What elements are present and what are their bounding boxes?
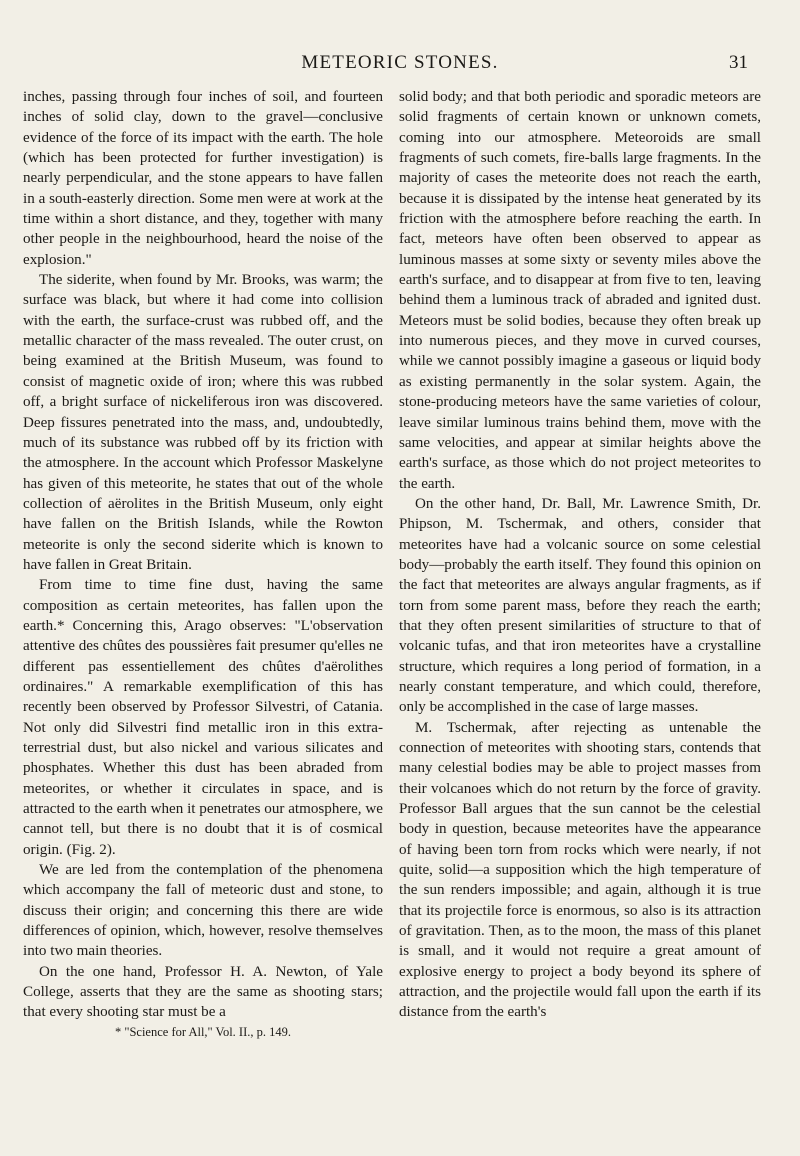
left-column <box>23 87 383 1040</box>
page-number: 31 <box>729 52 748 73</box>
paragraph: The siderite, when found by Mr. Brooks, was warm; the surface was black, but where it had come into collision with the earth, the surface-crust was rubbed off, and the metallic character of the mass revealed. The outer crust, on being examined at the British Museum, was found to consist of magnetic oxide of iron; where this was rubbed off, a bright surface of nickeliferous iron was discovered. Deep fissures penetrated into the mass, and, undoubtedly, much of its substance was rubbed off by its friction with the atmosphere. In the account which Professor Maskelyne has given of this meteorite, he states that out of the whole collection of aërolites in the British Museum, only eight have fallen on the British Islands, while the Rowton meteorite is only the second siderite which is known to have fallen in Great Britain. <box>23 272 383 573</box>
footnote: * "Science for All," Vol. II., p. 149. <box>114 1024 292 1039</box>
paragraph: inches, passing through four inches of soil, and fourteen inches of solid clay, down to the gravel—conclusive evidence of the force of its impact with the earth. The hole (which has been protected for further investigation) is nearly perpendicular, and the stone appears to have fallen in a south-easterly direction. Some men were at work at the time within a short distance, and they, together with many other people in the neighbourhood, heard the noise of the explosion." <box>23 89 383 268</box>
paragraph: On the one hand, Professor H. A. Newton, of Yale College, asserts that they are the same as shooting stars; that every shooting star must be a <box>23 963 383 1021</box>
paragraph: On the other hand, Dr. Ball, Mr. Lawrence Smith, Dr. Phipson, M. Tschermak, and others, consider that meteorites have had a volcanic source on some celestial body—probably the earth itself. They found this opinion on the fact that meteorites are always angular fragments, as if torn from some parent mass, before they reach the earth; that they often present similarities of structure to that of volcanic tufas, and that iron meteorites have a crystalline structure, which requires a long period of formation, in a nearly constant temperature, and which could, therefore, only be accomplished in the case of large masses. <box>399 495 761 716</box>
paragraph: solid body; and that both periodic and sporadic meteors are solid fragments of certain known or unknown comets, coming into our atmosphere. Meteoroids are small fragments of such comets, fire-balls large fragments. In the majority of cases the meteorite does not reach the earth, because it is dissipated by the intense heat generated by its friction with the atmosphere before reaching the earth. In fact, meteors have often been observed to appear as luminous masses at some sixty or seventy miles above the earth's surface, and to disappear at from five to ten, leaving behind them a luminous track of abraded and ignited dust. Meteors must be solid bodies, because they often break up into numerous pieces, and they move in curved courses, while we cannot possibly imagine a gaseous or liquid body as existing permanently in the solar system. Again, the stone-producing meteors have the same varieties of colour, leave similar luminous trains behind them, move with the same velocities, and appear at similar heights above the earth's surface, as those which do not project meteorites to the earth. <box>399 89 761 492</box>
paragraph: M. Tschermak, after rejecting as untenable the connection of meteorites with shooting stars, contends that many celestial bodies may be able to project masses from their volcanoes which do not return by the force of gravity. Professor Ball argues that the sun cannot be the celestial body in question, because meteorites have the appearance of having been torn from rocks which were nearly, if not quite, solid—a supposition which the high temperature of the sun renders impossible; and again, although it is true that its projectile force is enormous, so also is its attraction of gravitation. Then, as to the moon, the mass of this planet is small, and it would not require a great amount of explosive energy to project a body beyond its sphere of attraction, and the projectile would fall upon the earth if its distance from the earth's <box>399 719 761 1021</box>
paragraph: From time to time fine dust, having the same composition as certain meteorites, has fallen upon the earth.* Concerning this, Arago observes: "L'observation attentive des chûtes des poussières fait presumer qu'elles ne different pas essentiellement des chûtes d'aërolithes ordinaires." A remarkable exemplification of this has recently been observed by Professor Silvestri, of Catania. Not only did Silvestri find metallic iron in this extra-terrestrial dust, but also nickel and various silicates and phosphates. Whether this dust has been abraded from meteorites, or whether it circulates in space, and is attracted to the earth when it penetrates our atmosphere, we cannot tell, but there is no doubt that it is of cosmical origin. (Fig. 2). <box>23 577 383 858</box>
running-title: METEORIC STONES. <box>301 52 499 73</box>
paragraph: We are led from the contemplation of the phenomena which accompany the fall of meteoric dust and stone, to discuss their origin; and concerning this there are wide differences of opinion, which, however, resolve themselves into two main theories. <box>23 862 383 960</box>
page-header <box>0 52 800 82</box>
right-column <box>399 87 761 1023</box>
